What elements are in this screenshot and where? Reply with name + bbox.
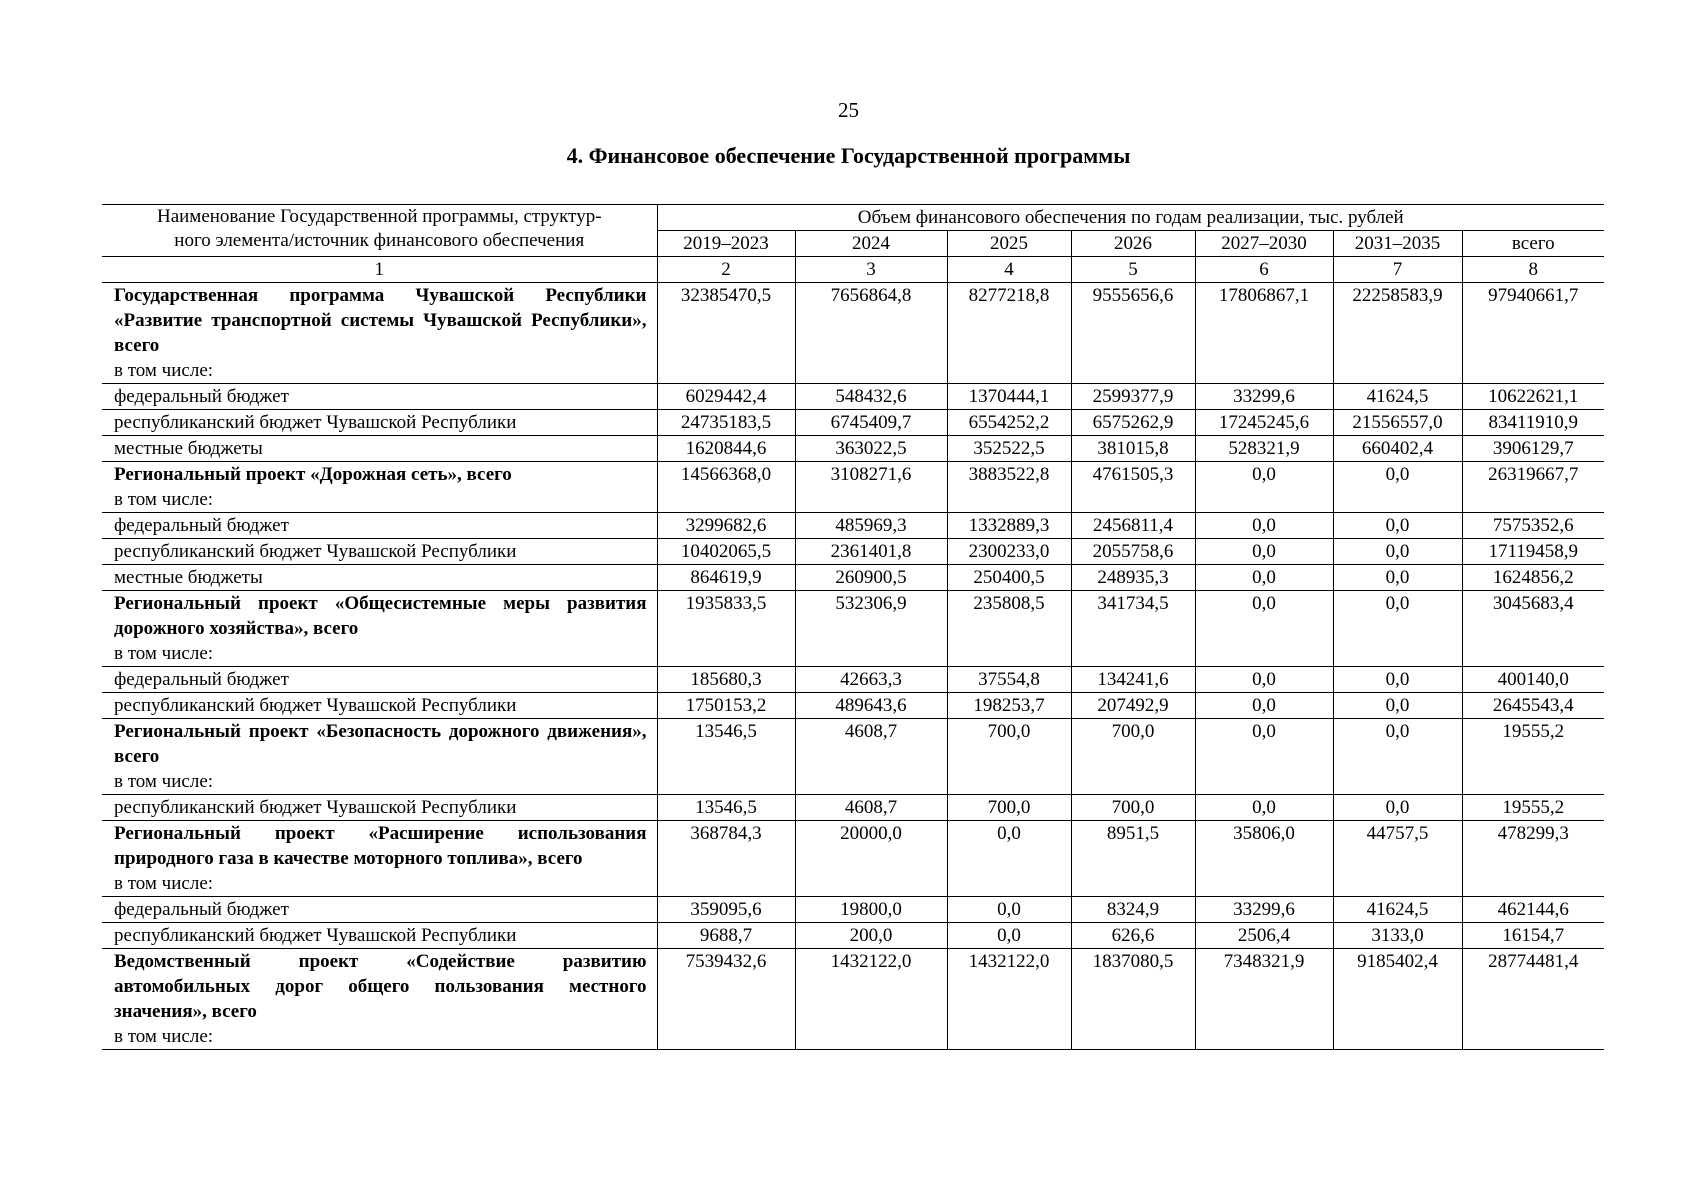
value-cell: 14566368,0 [657,462,795,513]
subitems-label: в том числе: [114,1026,214,1047]
value-cell: 359095,6 [657,897,795,923]
value-cell: 1432122,0 [947,949,1071,1050]
value-cell: 352522,5 [947,436,1071,462]
table-row [102,384,1604,410]
value-cell: 260900,5 [795,565,947,591]
value-cell: 0,0 [947,821,1071,897]
value-cell: 7539432,6 [657,949,795,1050]
financing-table [102,204,1604,1050]
value-cell: 0,0 [1195,719,1333,795]
value-cell: 21556557,0 [1333,410,1462,436]
page-title: 4. Финансовое обеспечение Государственной программы [566,143,1131,168]
value-cell: 0,0 [1195,513,1333,539]
column-number-cell: 7 [1333,257,1462,283]
value-cell: 660402,4 [1333,436,1462,462]
value-cell: 0,0 [1195,565,1333,591]
value-cell: 0,0 [1195,462,1333,513]
value-cell: 0,0 [947,923,1071,949]
value-cell: 0,0 [1333,565,1462,591]
row-name-cell [102,821,657,897]
table-body [102,205,1604,1050]
value-cell: 17806867,1 [1195,283,1333,384]
value-cell: 22258583,9 [1333,283,1462,384]
column-number-cell: 6 [1195,257,1333,283]
row-name-cell [102,462,657,513]
header-volume-cell: Объем финансового обеспечения по годам реализации, тыс. рублей [657,205,1604,231]
subitems-label: в том числе: [114,771,214,792]
value-cell: 7656864,8 [795,283,947,384]
value-cell: 33299,6 [1195,384,1333,410]
value-cell: 0,0 [1195,667,1333,693]
value-cell: 864619,9 [657,565,795,591]
value-cell: 462144,6 [1462,897,1604,923]
value-cell: 248935,3 [1071,565,1195,591]
column-number-cell: 4 [947,257,1071,283]
column-number-cell: 5 [1071,257,1195,283]
year-header-cell: всего [1462,231,1604,257]
value-cell: 0,0 [1333,513,1462,539]
table-row [102,719,1604,795]
value-cell: 8324,9 [1071,897,1195,923]
value-cell: 20000,0 [795,821,947,897]
table-row [102,565,1604,591]
value-cell: 185680,3 [657,667,795,693]
value-cell: 0,0 [1195,795,1333,821]
value-cell: 0,0 [1333,795,1462,821]
value-cell: 16154,7 [1462,923,1604,949]
year-header-cell: 2024 [795,231,947,257]
value-cell: 2599377,9 [1071,384,1195,410]
value-cell: 0,0 [1333,462,1462,513]
value-cell: 1370444,1 [947,384,1071,410]
row-name-cell [102,591,657,667]
table-row [102,462,1604,513]
value-cell: 0,0 [1333,667,1462,693]
subitems-label: в том числе: [114,643,214,664]
value-cell: 198253,7 [947,693,1071,719]
value-cell: 528321,9 [1195,436,1333,462]
year-header-cell: 2026 [1071,231,1195,257]
value-cell: 28774481,4 [1462,949,1604,1050]
value-cell: 1935833,5 [657,591,795,667]
value-cell: 6745409,7 [795,410,947,436]
value-cell: 0,0 [1333,693,1462,719]
year-header-cell: 2025 [947,231,1071,257]
value-cell: 1837080,5 [1071,949,1195,1050]
row-name-cell: местные бюджеты [102,565,657,591]
value-cell: 4608,7 [795,795,947,821]
value-cell: 478299,3 [1462,821,1604,897]
value-cell: 1624856,2 [1462,565,1604,591]
value-cell: 485969,3 [795,513,947,539]
value-cell: 6029442,4 [657,384,795,410]
value-cell: 3045683,4 [1462,591,1604,667]
section-title: Региональный проект «Безопасность дорожного движения», всего [114,721,647,767]
section-title: Ведомственный проект «Содействие развитию автомобильных дорог общего пользования местного значения», всего [114,951,647,1022]
value-cell: 0,0 [947,897,1071,923]
value-cell: 10622621,1 [1462,384,1604,410]
value-cell: 83411910,9 [1462,410,1604,436]
table-row [102,283,1604,384]
value-cell: 0,0 [1333,591,1462,667]
value-cell: 3108271,6 [795,462,947,513]
year-header-cell: 2019–2023 [657,231,795,257]
value-cell: 368784,3 [657,821,795,897]
value-cell: 17245245,6 [1195,410,1333,436]
value-cell: 3883522,8 [947,462,1071,513]
value-cell: 4608,7 [795,719,947,795]
subitems-label: в том числе: [114,873,214,894]
table-row [102,410,1604,436]
row-name-cell: республиканский бюджет Чувашской Республики [102,693,657,719]
year-header-cell: 2027–2030 [1195,231,1333,257]
row-name-cell: республиканский бюджет Чувашской Республики [102,410,657,436]
value-cell: 4761505,3 [1071,462,1195,513]
value-cell: 19555,2 [1462,795,1604,821]
value-cell: 7575352,6 [1462,513,1604,539]
row-name-cell [102,949,657,1050]
value-cell: 41624,5 [1333,384,1462,410]
value-cell: 626,6 [1071,923,1195,949]
row-name-cell: республиканский бюджет Чувашской Республики [102,923,657,949]
table-row [102,949,1604,1050]
value-cell: 548432,6 [795,384,947,410]
value-cell: 0,0 [1195,539,1333,565]
value-cell: 13546,5 [657,795,795,821]
value-cell: 1750153,2 [657,693,795,719]
value-cell: 3299682,6 [657,513,795,539]
value-cell: 2055758,6 [1071,539,1195,565]
value-cell: 6554252,2 [947,410,1071,436]
value-cell: 26319667,7 [1462,462,1604,513]
value-cell: 207492,9 [1071,693,1195,719]
subitems-label: в том числе: [114,360,214,381]
table-row [102,693,1604,719]
value-cell: 381015,8 [1071,436,1195,462]
value-cell: 400140,0 [1462,667,1604,693]
value-cell: 44757,5 [1333,821,1462,897]
section-title: Государственная программа Чувашской Республики «Развитие транспортной системы Чувашской Республики», всего [114,285,647,356]
value-cell: 3906129,7 [1462,436,1604,462]
column-number-cell: 1 [102,257,657,283]
value-cell: 33299,6 [1195,897,1333,923]
value-cell: 0,0 [1195,693,1333,719]
row-name-cell: федеральный бюджет [102,384,657,410]
value-cell: 17119458,9 [1462,539,1604,565]
value-cell: 3133,0 [1333,923,1462,949]
value-cell: 700,0 [1071,795,1195,821]
value-cell: 19555,2 [1462,719,1604,795]
table-row [102,513,1604,539]
value-cell: 8277218,8 [947,283,1071,384]
value-cell: 363022,5 [795,436,947,462]
value-cell: 700,0 [947,719,1071,795]
header-name-cell: Наименование Государственной программы, структур- ного элемента/источник финансового обеспечения [102,205,657,257]
value-cell: 489643,6 [795,693,947,719]
column-number-cell: 2 [657,257,795,283]
value-cell: 1432122,0 [795,949,947,1050]
value-cell: 2506,4 [1195,923,1333,949]
value-cell: 10402065,5 [657,539,795,565]
table-row [102,539,1604,565]
table-row [102,591,1604,667]
value-cell: 13546,5 [657,719,795,795]
value-cell: 19800,0 [795,897,947,923]
value-cell: 37554,8 [947,667,1071,693]
value-cell: 532306,9 [795,591,947,667]
value-cell: 2456811,4 [1071,513,1195,539]
value-cell: 32385470,5 [657,283,795,384]
value-cell: 8951,5 [1071,821,1195,897]
section-title: Региональный проект «Расширение использования природного газа в качестве моторного топлива», всего [114,823,647,869]
value-cell: 24735183,5 [657,410,795,436]
value-cell: 2361401,8 [795,539,947,565]
value-cell: 0,0 [1195,591,1333,667]
row-name-cell: республиканский бюджет Чувашской Республики [102,539,657,565]
value-cell: 41624,5 [1333,897,1462,923]
value-cell: 9555656,6 [1071,283,1195,384]
column-number-cell: 3 [795,257,947,283]
value-cell: 250400,5 [947,565,1071,591]
subitems-label: в том числе: [114,489,214,510]
value-cell: 700,0 [947,795,1071,821]
value-cell: 235808,5 [947,591,1071,667]
table-row [102,667,1604,693]
value-cell: 7348321,9 [1195,949,1333,1050]
row-name-cell: федеральный бюджет [102,513,657,539]
column-number-cell: 8 [1462,257,1604,283]
table-row [102,923,1604,949]
value-cell: 9688,7 [657,923,795,949]
value-cell: 42663,3 [795,667,947,693]
value-cell: 6575262,9 [1071,410,1195,436]
section-title: Региональный проект «Общесистемные меры развития дорожного хозяйства», всего [114,593,647,639]
value-cell: 0,0 [1333,719,1462,795]
table-row [102,436,1604,462]
row-name-cell: федеральный бюджет [102,897,657,923]
row-name-cell [102,719,657,795]
table-row [102,821,1604,897]
value-cell: 97940661,7 [1462,283,1604,384]
value-cell: 0,0 [1333,539,1462,565]
value-cell: 341734,5 [1071,591,1195,667]
row-name-cell: местные бюджеты [102,436,657,462]
table-row [102,795,1604,821]
year-header-cell: 2031–2035 [1333,231,1462,257]
row-name-cell: республиканский бюджет Чувашской Республики [102,795,657,821]
value-cell: 1620844,6 [657,436,795,462]
value-cell: 200,0 [795,923,947,949]
section-title: Региональный проект «Дорожная сеть», всего [114,464,512,485]
row-name-cell: федеральный бюджет [102,667,657,693]
value-cell: 2645543,4 [1462,693,1604,719]
value-cell: 35806,0 [1195,821,1333,897]
header-row [102,205,1604,231]
value-cell: 9185402,4 [1333,949,1462,1050]
page-number: 25 [838,98,859,122]
table-row [102,897,1604,923]
value-cell: 1332889,3 [947,513,1071,539]
value-cell: 134241,6 [1071,667,1195,693]
column-numbers-row [102,257,1604,283]
value-cell: 700,0 [1071,719,1195,795]
row-name-cell [102,283,657,384]
value-cell: 2300233,0 [947,539,1071,565]
